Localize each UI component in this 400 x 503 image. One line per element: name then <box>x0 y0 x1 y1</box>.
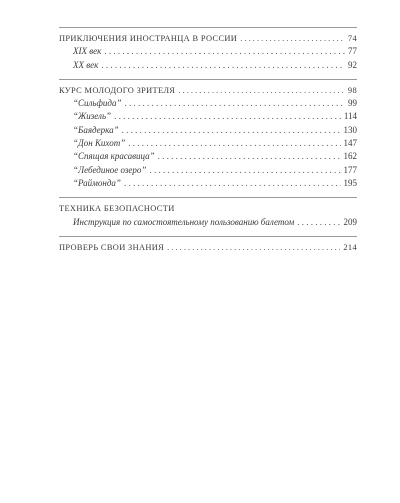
toc-entry[interactable] <box>59 97 357 110</box>
dot-leader <box>101 59 345 72</box>
toc-entry-page: 177 <box>343 164 357 175</box>
toc-entry-page: 162 <box>343 151 357 162</box>
table-of-contents <box>59 27 357 254</box>
toc-entry[interactable] <box>59 32 357 45</box>
toc-entry-page: 98 <box>347 85 357 95</box>
toc-entry[interactable] <box>59 137 357 150</box>
toc-entry[interactable] <box>59 202 357 215</box>
toc-section-foreigner <box>59 27 357 79</box>
toc-entry[interactable] <box>59 124 357 137</box>
toc-entry-title: КУРС МОЛОДОГО ЗРИТЕЛЯ <box>59 85 176 95</box>
toc-entry-title: XIX век <box>73 46 102 57</box>
toc-entry-page: 74 <box>347 34 357 43</box>
toc-entry[interactable] <box>59 150 357 163</box>
dot-leader <box>240 32 345 45</box>
toc-entry-page: 77 <box>348 46 357 57</box>
dot-leader <box>167 241 340 254</box>
toc-entry-title: “Спящая красавица” <box>73 151 155 162</box>
dot-leader <box>297 216 340 229</box>
toc-section-safety <box>59 197 357 236</box>
toc-entry-title: “Жизель” <box>73 111 112 122</box>
toc-entry-title: XX век <box>73 59 99 70</box>
dot-leader <box>149 164 340 177</box>
dot-leader <box>122 124 341 137</box>
dot-leader <box>114 110 341 123</box>
toc-entry[interactable] <box>59 45 357 58</box>
toc-entry-title: “Баядерка” <box>73 124 119 135</box>
toc-entry[interactable] <box>59 216 357 229</box>
dot-leader <box>124 177 341 190</box>
toc-entry-title: “Лебединое озеро” <box>73 164 147 175</box>
toc-entry[interactable] <box>59 164 357 177</box>
toc-entry[interactable] <box>59 59 357 72</box>
toc-entry-title: Инструкция по самостоятельному пользованию балетом <box>73 216 295 227</box>
toc-entry-title: ТЕХНИКА БЕЗОПАСНОСТИ <box>59 204 175 214</box>
toc-entry-title: “Раймонда” <box>73 177 121 188</box>
toc-entry-page: 99 <box>348 98 357 109</box>
toc-entry-page: 147 <box>343 138 357 149</box>
toc-entry-title: “Дон Кихот” <box>73 138 126 149</box>
toc-entry[interactable] <box>59 241 357 254</box>
toc-section-young-viewer <box>59 79 357 197</box>
toc-entry-page: 195 <box>343 177 357 188</box>
toc-section-quiz <box>59 236 357 254</box>
dot-leader <box>124 97 345 110</box>
dot-leader <box>104 45 345 58</box>
toc-entry[interactable] <box>59 110 357 123</box>
toc-entry-page: 92 <box>348 59 357 70</box>
toc-entry[interactable] <box>59 84 357 97</box>
toc-entry-title: ПРОВЕРЬ СВОИ ЗНАНИЯ <box>59 242 165 252</box>
toc-entry-title: ПРИКЛЮЧЕНИЯ ИНОСТРАНЦА В РОССИИ <box>59 34 238 43</box>
toc-entry-page: 209 <box>343 216 357 227</box>
toc-entry-page: 130 <box>343 124 357 135</box>
dot-leader <box>128 137 340 150</box>
dot-leader <box>158 150 341 163</box>
toc-entry[interactable] <box>59 177 357 190</box>
toc-entry-page: 114 <box>343 111 357 122</box>
toc-entry-title: “Сильфида” <box>73 98 122 109</box>
toc-entry-page: 214 <box>343 242 357 252</box>
dot-leader <box>178 84 345 97</box>
